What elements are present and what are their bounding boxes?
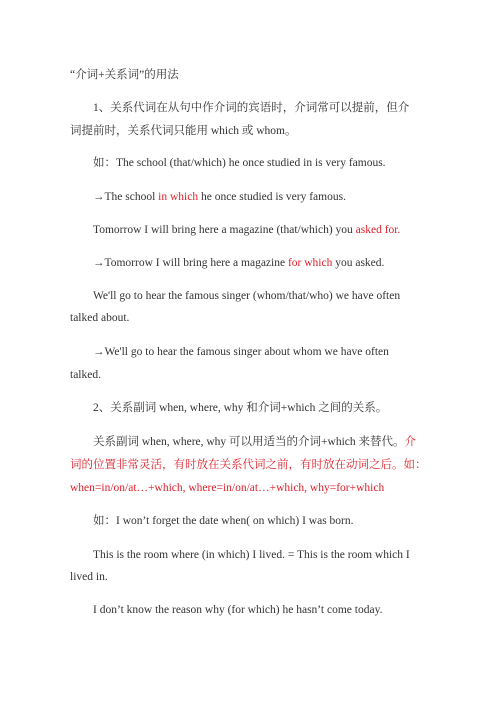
example2-rewrite: →Tomorrow I will bring here a magazine for which you asked. <box>93 257 385 269</box>
example2-original: Tomorrow I will bring here a magazine (that/which) you asked for. <box>93 224 401 236</box>
example6: I don’t know the reason why (for which) he hasn’t come today. <box>93 604 383 616</box>
section1-line1: 1、关系代词在从句中作介词的宾语时，介词常可以提前，但介 <box>93 102 410 114</box>
section1-line2: 词提前时，关系代词只能用 which 或 whom。 <box>70 125 297 137</box>
example3-rewrite-line1: →We'll go to hear the famous singer about whom we have often <box>93 346 389 358</box>
example3-rewrite-line2: talked. <box>70 369 101 381</box>
document-title: “介词+关系词”的用法 <box>70 69 179 81</box>
section2-line1: 关系副词 when, where, why 可以用适当的介词+which 来替代。介 <box>93 436 417 448</box>
example4: 如：I won’t forget the date when( on which) I was born. <box>93 515 354 527</box>
example1-rewrite: →The school in which he once studied is very famous. <box>93 191 346 203</box>
highlight-asked-for: asked for. <box>355 224 401 236</box>
highlight-for-which: for which <box>287 257 333 269</box>
highlight-in-which: in which <box>158 191 199 203</box>
example5-line2: lived in. <box>70 571 108 583</box>
example1-original: 如：The school (that/which) he once studied in is very famous. <box>93 157 386 169</box>
section2-line2: 词的位置非常灵活，有时放在关系代词之前，有时放在动词之后。如： <box>70 459 427 471</box>
section2-line3: when=in/on/at…+which, where=in/on/at…+which, why=for+which <box>70 482 385 494</box>
example5-line1: This is the room where (in which) I lived. = This is the room which I <box>93 549 410 561</box>
example3-original-line1: We'll go to hear the famous singer (whom/that/who) we have often <box>93 290 401 302</box>
section2-heading: 2、关系副词 when, where, why 和介词+which 之间的关系。 <box>93 402 388 414</box>
example3-original-line2: talked about. <box>70 312 130 324</box>
